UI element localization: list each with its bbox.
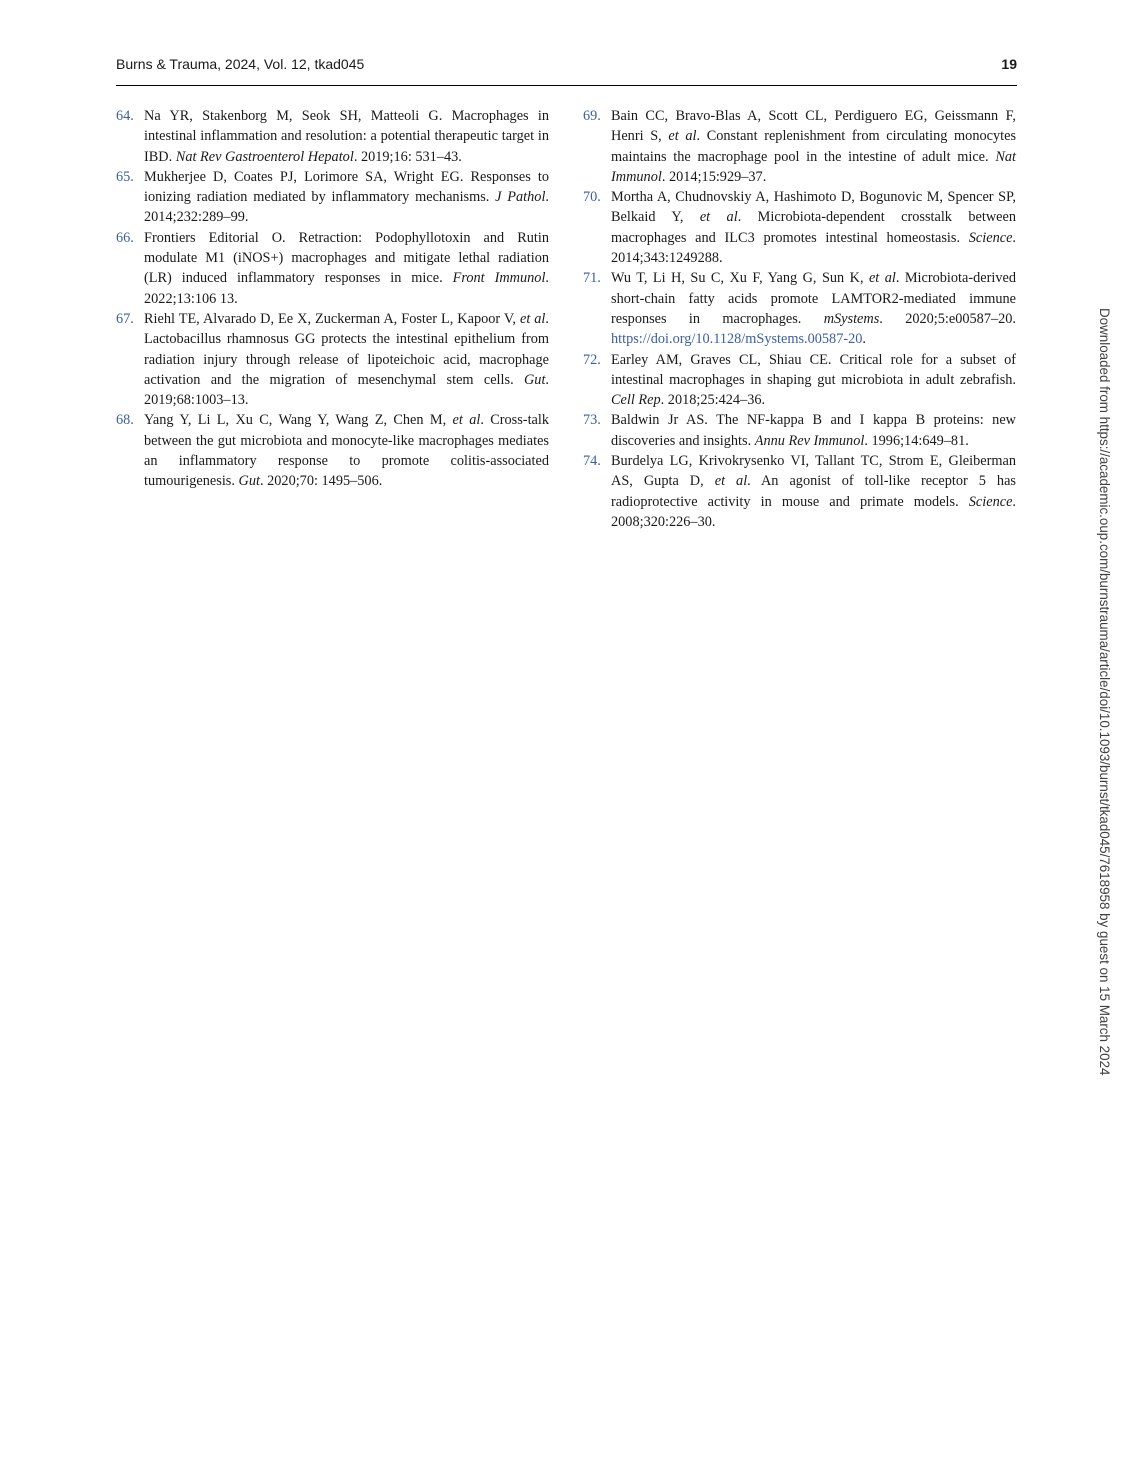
reference-text — [611, 350, 1016, 411]
reference-item — [116, 410, 549, 491]
reference-text — [611, 106, 1016, 187]
italic-text: Science — [968, 229, 1013, 246]
reference-text — [144, 309, 549, 410]
reference-number[interactable]: 70. — [583, 189, 601, 206]
reference-number[interactable]: 73. — [583, 412, 601, 429]
page-number: 19 — [1001, 56, 1017, 72]
journal-citation: Burns & Trauma, 2024, Vol. 12, tkad045 — [116, 56, 365, 72]
reference-segment: Baldwin Jr AS. The NF-kappa B and I kappa B proteins: new discoveries and insights. — [611, 412, 1016, 449]
reference-text — [144, 410, 549, 491]
italic-text: Front Immunol — [452, 270, 546, 287]
reference-number[interactable]: 67. — [116, 310, 134, 327]
doi-link[interactable]: https://doi.org/10.1128/mSystems.00587-20 — [611, 331, 863, 348]
reference-number[interactable]: 74. — [583, 453, 601, 470]
reference-text — [144, 228, 549, 309]
reference-segment: . 2018;25:424–36. — [660, 392, 766, 409]
reference-segment: Na YR, Stakenborg M, Seok SH, Matteoli G. Macrophages in intestinal inflammation and resolution: a potential therapeutic target in IBD. — [144, 108, 549, 165]
reference-segment: . Lactobacillus rhamnosus GG protects the intestinal epithelium from radiation injury through release of lipoteichoic acid, macrophage activation and the migration of mesenchymal stem cells. — [144, 310, 549, 388]
italic-text: J Pathol — [495, 189, 546, 206]
italic-text: Annu Rev Immunol — [754, 432, 865, 449]
reference-text — [611, 451, 1016, 532]
italic-text: Gut — [523, 371, 546, 388]
reference-item — [116, 167, 549, 228]
reference-number[interactable]: 68. — [116, 412, 134, 429]
reference-segment: . Microbiota-dependent crosstalk between macrophages and ILC3 promotes intestinal homeostasis. — [611, 209, 1016, 246]
reference-item — [583, 350, 1016, 411]
italic-text: Nat Immunol — [611, 148, 1016, 185]
header-rule — [116, 85, 1017, 86]
reference-number[interactable]: 64. — [116, 108, 134, 124]
reference-number[interactable]: 69. — [583, 108, 601, 124]
reference-column-left — [116, 106, 549, 492]
italic-text: Science — [968, 493, 1013, 510]
reference-column-right — [583, 106, 1016, 532]
reference-item — [116, 228, 549, 309]
reference-segment: . 2020;5:e00587–20. — [879, 310, 1016, 327]
italic-text: et al — [714, 473, 748, 490]
running-header — [116, 56, 1017, 76]
reference-segment: . 2014;232:289–99. — [144, 189, 549, 226]
reference-segment: Wu T, Li H, Su C, Xu F, Yang G, Sun K, — [611, 270, 869, 287]
italic-text: et al — [868, 270, 896, 287]
reference-segment: . — [862, 331, 866, 348]
reference-item — [583, 106, 1016, 187]
reference-text — [144, 167, 549, 228]
reference-item — [116, 309, 549, 410]
italic-text: Gut — [238, 473, 260, 490]
reference-segment: Frontiers Editorial O. Retraction: Podophyllotoxin and Rutin modulate M1 (iNOS+) macrophages and mitigate lethal radiation (LR) induced inflammatory responses in mice. — [144, 229, 549, 287]
reference-segment: . 2008;320:226–30. — [611, 493, 1016, 530]
reference-segment: . 2022;13:106 13. — [144, 270, 549, 307]
reference-segment: Mukherjee D, Coates PJ, Lorimore SA, Wright EG. Responses to ionizing radiation mediated by inflammatory mechanisms. — [144, 168, 549, 206]
reference-item — [583, 451, 1016, 532]
reference-item — [116, 106, 549, 167]
reference-segment: . An agonist of toll-like receptor 5 has radioprotective activity in mouse and primate models. — [611, 473, 1016, 510]
reference-segment: . Microbiota-derived short-chain fatty acids promote LAMTOR2-mediated immune responses in macrophages. — [611, 270, 1016, 327]
reference-number[interactable]: 65. — [116, 168, 134, 185]
reference-text — [611, 187, 1016, 268]
reference-segment: Earley AM, Graves CL, Shiau CE. Critical role for a subset of intestinal macrophages in shaping gut microbiota in adult zebrafish. — [611, 351, 1016, 388]
reference-text — [144, 106, 549, 167]
reference-segment: . 2020;70: 1495–506. — [259, 473, 383, 490]
reference-segment: . 2019;68:1003–13. — [144, 371, 549, 409]
reference-number[interactable]: 66. — [116, 229, 134, 246]
reference-segment: . 2019;16: 531–43. — [353, 148, 462, 165]
reference-segment: . 2014;15:929–37. — [661, 168, 767, 185]
download-notice: Downloaded from https://academic.oup.com/burnstrauma/article/doi/10.1093/burnst/tkad045/7618958 by guest on 15 March 2024 — [1097, 308, 1112, 1076]
reference-item — [583, 410, 1016, 451]
italic-text: mSystems — [823, 310, 880, 327]
reference-segment: Mortha A, Chudnovskiy A, Hashimoto D, Bogunovic M, Spencer SP, Belkaid Y, — [611, 189, 1016, 226]
reference-item — [583, 268, 1016, 349]
italic-text: et al — [452, 412, 481, 429]
reference-segment: Yang Y, Li L, Xu C, Wang Y, Wang Z, Chen M, — [144, 412, 453, 429]
italic-text: Nat Rev Gastroenterol Hepatol — [175, 148, 354, 165]
italic-text: et al — [668, 128, 697, 145]
reference-segment: Burdelya LG, Krivokrysenko VI, Tallant TC, Strom E, Gleiberman AS, Gupta D, — [611, 453, 1016, 490]
reference-segment: . Constant replenishment from circulating monocytes maintains the macrophage pool in the intestine of adult mice. — [611, 128, 1017, 165]
reference-text — [611, 410, 1016, 451]
italic-text: et al — [519, 310, 546, 327]
reference-segment: . Cross-talk between the gut microbiota and monocyte-like macrophages mediates an inflammatory response to promote colitis-associated tumourigenesis. — [144, 412, 550, 490]
reference-text — [611, 268, 1016, 349]
reference-segment: Bain CC, Bravo-Blas A, Scott CL, Perdiguero EG, Geissmann F, Henri S, — [611, 108, 1016, 145]
italic-text: Cell Rep — [611, 392, 661, 409]
reference-segment: . 2014;343:1249288. — [611, 229, 1016, 267]
reference-segment: Riehl TE, Alvarado D, Ee X, Zuckerman A, Foster L, Kapoor V, — [144, 310, 520, 327]
italic-text: et al — [699, 209, 738, 226]
reference-item — [583, 187, 1016, 268]
reference-number[interactable]: 71. — [583, 270, 601, 287]
reference-segment: . 1996;14:649–81. — [864, 432, 969, 449]
reference-number[interactable]: 72. — [583, 351, 601, 368]
